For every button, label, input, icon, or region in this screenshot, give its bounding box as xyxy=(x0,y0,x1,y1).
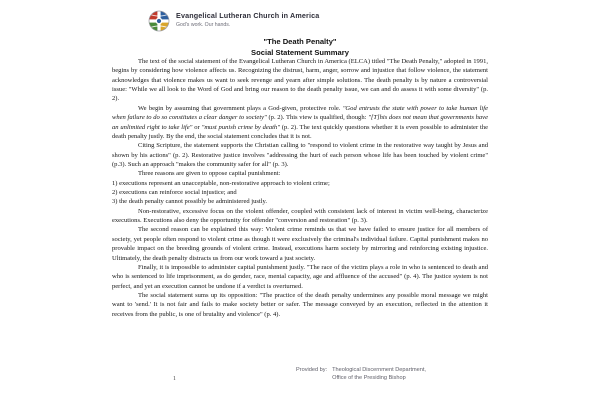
elca-globe-cross-logo-icon xyxy=(148,10,170,32)
p2-part-d: (p. 2). The text quickly questions whether it is even possible to administer the death penalty justly. By the end, the social statement concludes that it is not. xyxy=(112,123,488,140)
footer-label: Provided by: xyxy=(296,367,328,373)
p2-quote-2: "[T]his does not mean that governments have an unlimited right to take life" xyxy=(112,114,488,131)
p2-quote-1: "God entrusts the state with power to take human life when failure to do so constitutes a clear danger to society" xyxy=(112,104,488,122)
paragraph-conclusion: The social statement sums up its opposition: "The practice of the death penalty undermines any possible moral message we might want to 'send.' It is not fair and fails to make society better or safer. The message conveyed by an execution, reflected in the attention it receives from the public, is one of brutality and violence" (p. 4). xyxy=(112,291,488,318)
footer-line-1: Theological Discernment Department, xyxy=(332,367,426,373)
list-item: 1) executions represent an unacceptable, non-restorative approach to violent crime; xyxy=(112,179,330,187)
document-body xyxy=(112,57,488,319)
paragraph-non-restorative: Non-restorative, excessive focus on the violent offender, coupled with consistent lack of interest in victim well-being, characterize executions. Executions also deny the opportunity for offender "conversion and restoration" (p. 3). xyxy=(112,207,488,225)
masthead xyxy=(148,10,319,32)
paragraph-restorative-justice: Citing Scripture, the statement supports the Christian calling to "respond to violent crime in the restorative way taught by Jesus and shown by his actions" (p. 2). Restorative justice involves "addressing the hurt of each person whose life has been touched by violent crime" (p.3). Such an approach "makes the community safer for all" (p. 3). xyxy=(112,142,488,168)
footer-department xyxy=(332,366,426,383)
p2-part-a: We begin by assuming that government plays a God-given, protective role. xyxy=(138,104,343,112)
page-number: 1 xyxy=(173,376,176,382)
paragraph-second-reason: The second reason can be explained this way: Violent crime reminds us that we have failed to ensure justice for all members of society, yet people often respond to violent crime as though it were exclusively the criminal's individual failure. Capital punishment makes no provable impact on the breeding grounds of violent crime. Instead, executions harm society by mirroring and reinforcing existing injustice. Ultimately, the death penalty distracts us from our work toward a just society. xyxy=(112,226,488,262)
p2-part-b: (p. 2). This view is qualified, though: xyxy=(266,114,369,122)
paragraph-three-reasons-lead: Three reasons are given to oppose capital punishment: xyxy=(138,170,281,178)
paragraph-third-reason: Finally, it is impossible to administer capital punishment justly. "The race of the victim plays a role in who is sentenced to death and who is sentenced to life imprisonment, as do gender, race, mental capacity, age and affluence of the accused" (p. 4). The justice system is not perfect, and yet an execution cannot be undone if a verdict is overturned. xyxy=(112,263,488,290)
document-title: "The Death Penalty" xyxy=(263,37,337,46)
paragraph-government-role xyxy=(112,104,488,141)
footer-line-2: Office of the Presiding Bishop xyxy=(332,375,406,382)
paragraph-intro: The text of the social statement of the Evangelical Lutheran Church in America (ELCA) titled "The Death Penalty," adopted in 1991, begins by considering how violence affects us. Recognizing the distrust, harm, anger, sorrow and injustice that follow violence, the statement acknowledges that violence makes us want to seek revenge and yearn after simple solutions. The death penalty is by nature a controversial issue: "While we all look to the Word of God and bring our reason to the death penalty issue, we can and do assess it with some diversity" (p. 2). xyxy=(112,58,488,103)
list-item: 3) the death penalty cannot possibly be administered justly. xyxy=(112,198,268,206)
p2-part-c: or xyxy=(192,123,202,131)
organization-name: Evangelical Lutheran Church in America xyxy=(176,11,320,20)
brand-text xyxy=(176,10,319,28)
p2-quote-3: "must punish crime by death" xyxy=(201,123,280,131)
organization-tagline: God's work. Our hands. xyxy=(176,21,231,28)
footer-provided-by xyxy=(296,366,426,383)
list-item: 2) executions can reinforce social injustice; and xyxy=(112,189,237,197)
document-subtitle: Social Statement Summary xyxy=(251,48,349,57)
page-title xyxy=(0,36,600,58)
